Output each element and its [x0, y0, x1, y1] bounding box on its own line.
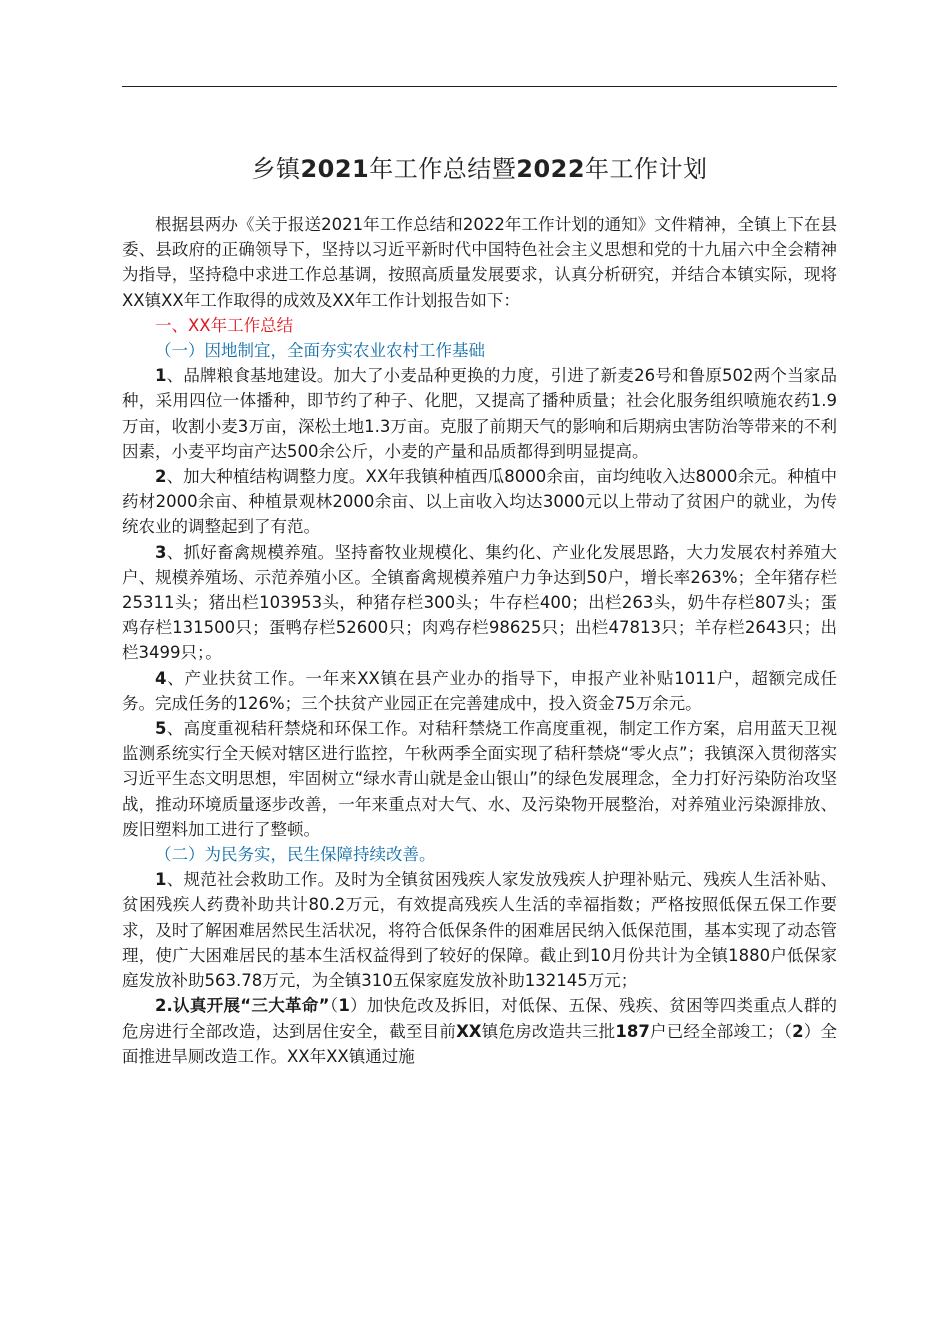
- title-prefix: 乡镇: [251, 155, 301, 183]
- paragraph-item-1-1: 1、品牌粮食基地建设。加大了小麦品种更换的力度，引进了新麦26号和鲁原502两个当家品种，采用四位一体播种，即节约了种子、化肥，又提高了播种质量；社会化服务组织喷施农药1.9万亩，收割小麦3万亩，深松土地1.3万亩。克服了前期天气的影响和后期病虫害防治等带来的不利因素，小麦平均亩产达500余公斤，小麦的产量和品质都得到明显提高。: [122, 366, 837, 461]
- page-title: [122, 150, 837, 188]
- paragraph-item-1-3: 3、抓好畜禽规模养殖。坚持畜牧业规模化、集约化、产业化发展思路，大力发展农村养殖大户、规模养殖场、示范养殖小区。全镇畜禽规模养殖户力争达到50户，增长率263%；全年猪存栏25311头；猪出栏103953头，种猪存栏300头；牛存栏400；出栏263头，奶牛存栏807头；蛋鸡存栏131500只；蛋鸭存栏52600只；肉鸡存栏98625只；出栏47813只；羊存栏2643只；出栏3499只；。: [122, 542, 837, 663]
- intro-paragraph: 根据县两办《关于报送2021年工作总结和2022年工作计划的通知》文件精神，全镇上下在县委、县政府的正确领导下，坚持以习近平新时代中国特色社会主义思想和党的十九届六中全会精神为指导，坚持稳中求进工作总基调，按照高质量发展要求，认真分析研究，并结合本镇实际，现将XX镇XX年工作取得的成效及XX年工作计划报告如下：: [122, 215, 837, 310]
- title-suffix: 年工作计划: [585, 155, 708, 183]
- section-heading-1: 一、XX年工作总结: [155, 315, 294, 335]
- header-rule: [122, 86, 837, 87]
- document-body: [122, 212, 837, 1069]
- title-middle: 年工作总结暨: [369, 155, 517, 183]
- paragraph-item-1-5: 5、高度重视秸秆禁烧和环保工作。对秸秆禁烧工作高度重视，制定工作方案，启用蓝天卫视监测系统实行全天候对辖区进行监控，午秋两季全面实现了秸秆禁烧“零火点”；我镇深入贯彻落实习近平生态文明思想，牢固树立“绿水青山就是金山银山”的绿色发展理念，全力打好污染防治攻坚战，推动环境质量逐步改善，一年来重点对大气、水、及污染物开展整治，对养殖业污染源排放、废旧塑料加工进行了整顿。: [122, 719, 837, 839]
- title-year-2: 2022: [516, 155, 586, 183]
- paragraph-item-1-2: 2、加大种植结构调整力度。XX年我镇种植西瓜8000余亩，亩均纯收入达8000余元。种植中药材2000余亩、种植景观林2000余亩、以上亩收入均达3000元以上带动了贫困户的就业，为传统农业的调整起到了有范。: [122, 467, 837, 537]
- subsection-heading-1: （一）因地制宜，全面夯实农业农村工作基础: [155, 341, 485, 361]
- paragraph-item-2-1: 1、规范社会救助工作。及时为全镇贫困残疾人家发放残疾人护理补贴元、残疾人生活补贴、贫困残疾人药费补助共计80.2万元，有效提高残疾人生活的幸福指数；严格按照低保五保工作要求，及时了解困难居然民生活状况，将符合低保条件的困难居民纳入低保范围，基本实现了动态管理，使广大困难居民的基本生活权益得到了较好的保障。截止到10月份共计为全镇1880户低保家庭发放补助563.78万元，为全镇310五保家庭发放补助132145万元；: [122, 870, 837, 991]
- paragraph-item-2-2: 2.认真开展“三大革命”（1）加快危改及拆旧，对低保、五保、残疾、贫困等四类重点人群的危房进行全部改造，达到居住安全，截至目前XX镇危房改造共三批187户已经全部竣工；（2）全面推进旱厕改造工作。XX年XX镇通过施: [122, 996, 838, 1066]
- title-year-1: 2021: [300, 155, 370, 183]
- paragraph-item-1-4: 4、产业扶贫工作。一年来XX镇在县产业办的指导下，申报产业补贴1011户，超额完成任务。完成任务的126%；三个扶贫产业园正在完善建成中，投入资金75万余元。: [122, 668, 837, 713]
- subsection-heading-2: （二）为民务实，民生保障持续改善。: [155, 845, 436, 865]
